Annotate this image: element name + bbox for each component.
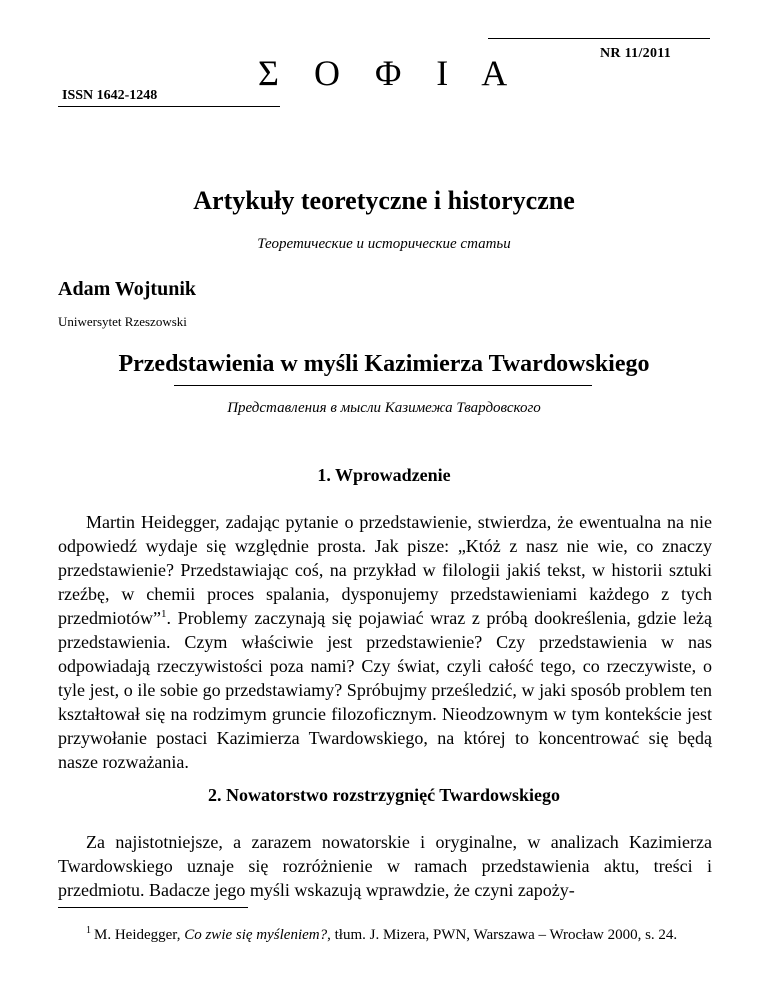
paragraph-text: Martin Heidegger, zadając pytanie o przedstawienie, stwierdza, że ewentualna na nie odpowiedź wydaje się względnie prosta. Jak pisze: „Któż z nasz nie wie, co znaczy przedstawienie? Przedstawiając coś, na przykład w filologii jakiś tekst, w historii sztuki rzeźbę, w chemii proces spalania, dysponujemy przedstawieniami każdego z tych przedmiotów” <box>58 512 712 628</box>
footnote-rule <box>58 907 248 908</box>
footnote-reference[interactable]: 1 <box>160 608 167 620</box>
paragraph-text: Za najistotniejsze, a zarazem nowatorskie i oryginalne, w analizach Kazimierza Twardowskiego uznaje się rozróżnienie w ramach przedstawienia aktu, treści i przedmiotu. Badacze jego myśli wskazują wprawdzie, że czyni zapoży- <box>58 832 712 900</box>
paragraph-introduction <box>58 510 712 774</box>
section-subtitle: Теоретические и исторические статьи <box>257 236 511 252</box>
footnote-text: , tłum. J. Mizera, PWN, Warszawa – Wrocław 2000, s. 24. <box>327 927 678 943</box>
issn: ISSN 1642-1248 <box>62 88 158 103</box>
footnote-text: M. Heidegger, <box>94 927 185 943</box>
paragraph-text: . Problemy zaczynają się pojawiać wraz z próbą dookreślenia, gdzie leżą przedstawienia. Czym właściwie jest przedstawienie? Czy przedstawienia w nas odpowiadają rzeczywistości poza nami? Czy świat, czyli całość tego, co rzeczywiste, o tyle jest, o ile sobie go przedstawiamy? Spróbujmy prześledzić, w jaki sposób problem ten kształtował się na rodzimym gruncie filozoficznym. Nieodzownym w tym kontekście jest przywołanie postaci Kazimierza Twardowskiego, na której to koncentrować się będą nasze rozważania. <box>58 608 712 772</box>
footnote-number: 1 <box>86 925 91 936</box>
issue-number: NR 11/2011 <box>600 46 672 61</box>
article-subtitle: Представления в мысли Казимежа Твардовского <box>227 400 541 416</box>
issn-rule <box>58 106 280 107</box>
footnote <box>58 925 712 946</box>
author-affiliation: Uniwersytet Rzeszowski <box>58 314 187 329</box>
section-title: Artykuły teoretyczne i historyczne <box>193 186 575 215</box>
top-rule <box>488 38 710 39</box>
author-name: Adam Wojtunik <box>58 278 197 300</box>
footnote-work-title: Co zwie się myśleniem? <box>184 927 328 943</box>
paragraph-novelty <box>58 830 712 902</box>
journal-title: Σ Ο Φ Ι Α <box>258 53 521 93</box>
article-title: Przedstawienia w myśli Kazimierza Twardowskiego <box>118 351 650 377</box>
section-heading-novelty: 2. Nowatorstwo rozstrzygnięć Twardowskiego <box>208 785 560 805</box>
section-heading-introduction: 1. Wprowadzenie <box>317 465 451 485</box>
title-rule <box>174 385 592 386</box>
